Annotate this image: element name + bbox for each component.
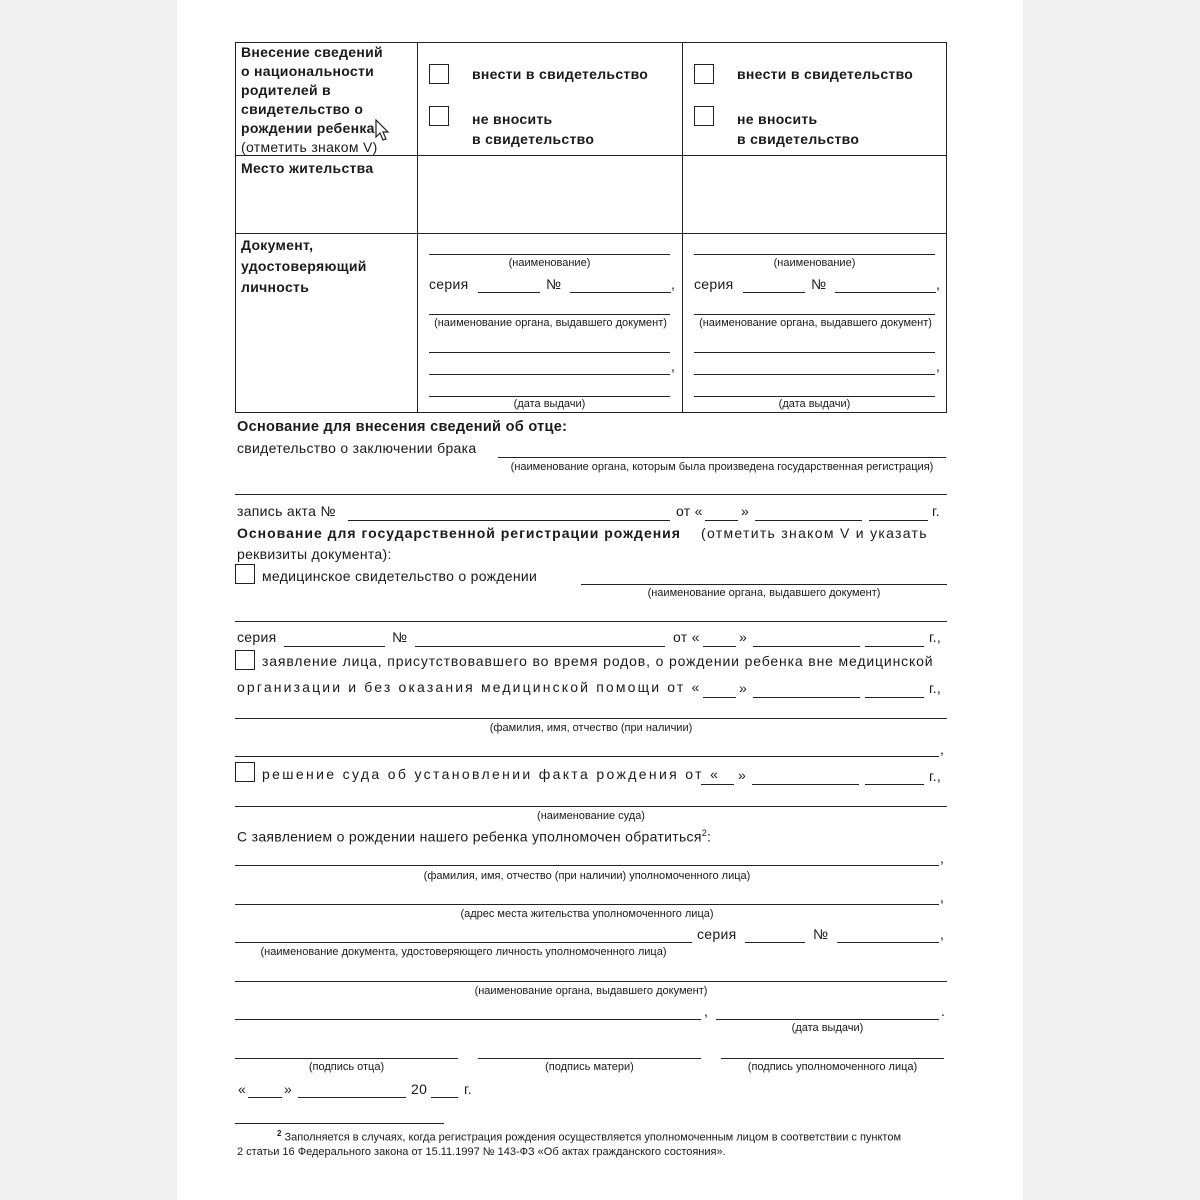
comma: , bbox=[936, 276, 941, 292]
marriage-cert-label: свидетельство о заключении брака bbox=[237, 440, 477, 456]
include-label: внести в свидетельство bbox=[737, 66, 914, 82]
number-label: № bbox=[811, 276, 827, 292]
footnote-marker: 2 bbox=[277, 1129, 282, 1138]
medical-issuer-caption: (наименование органа, выдавшего документ) bbox=[647, 587, 881, 599]
table-col-divider-2 bbox=[682, 42, 683, 413]
comma: , bbox=[671, 358, 676, 374]
father-issuer-field[interactable] bbox=[694, 314, 935, 315]
comma: , bbox=[940, 926, 945, 942]
court-year-field[interactable] bbox=[865, 784, 924, 785]
mother-signature-field[interactable] bbox=[478, 1058, 701, 1059]
witness-month-field[interactable] bbox=[753, 697, 860, 698]
father-number-field[interactable] bbox=[835, 292, 936, 293]
court-decision-label: решение суда об установлении факта рождения от « bbox=[262, 766, 721, 782]
record-number-label: запись акта № bbox=[237, 503, 336, 519]
id-document-label: удостоверяющий bbox=[241, 258, 367, 274]
mother-issuer-field[interactable] bbox=[429, 314, 670, 315]
authorized-signature-field[interactable] bbox=[721, 1058, 944, 1059]
authorized-heading bbox=[237, 828, 711, 845]
mother-issue-date-field[interactable] bbox=[429, 396, 670, 397]
issuer-caption: (наименование органа, выдавшего документ) bbox=[699, 317, 932, 329]
mother-series-field[interactable] bbox=[478, 292, 540, 293]
medical-month-field[interactable] bbox=[753, 646, 860, 647]
number-label: № bbox=[392, 629, 408, 645]
authorized-issuer-caption: (наименование органа, выдавшего документ) bbox=[474, 985, 708, 997]
doc-name-caption: (наименование) bbox=[508, 257, 591, 269]
fio-caption: (фамилия, имя, отчество (при наличии) bbox=[489, 722, 693, 734]
year-prefix: 20 bbox=[411, 1081, 428, 1097]
series-label: серия bbox=[237, 629, 277, 645]
medical-day-field[interactable] bbox=[703, 646, 736, 647]
quote-close: » bbox=[739, 629, 748, 645]
witness-statement-label: заявление лица, присутствовавшего во время родов, о рождении ребенка вне медицинской bbox=[262, 653, 934, 669]
quote-close: » bbox=[738, 767, 747, 783]
issue-date-caption: (дата выдачи) bbox=[778, 398, 851, 410]
father-nationality-exclude-checkbox[interactable] bbox=[694, 106, 714, 126]
medical-certificate-checkbox[interactable] bbox=[235, 564, 255, 584]
year-label: г., bbox=[929, 768, 942, 784]
table-col-divider-1 bbox=[417, 42, 418, 413]
sign-day-field[interactable] bbox=[248, 1097, 282, 1098]
authorized-heading-text: С заявлением о рождении нашего ребенка уполномочен обратиться bbox=[237, 828, 702, 845]
year-label: г., bbox=[929, 680, 942, 696]
court-month-field[interactable] bbox=[752, 784, 859, 785]
father-nationality-include-checkbox[interactable] bbox=[694, 64, 714, 84]
father-residence-field[interactable] bbox=[684, 157, 946, 232]
authorized-issue-date-field[interactable] bbox=[716, 1019, 939, 1020]
mother-issuer-field-2[interactable] bbox=[429, 352, 670, 353]
quote-close: » bbox=[741, 503, 750, 519]
witness-day-field[interactable] bbox=[703, 697, 736, 698]
from-label: от « bbox=[673, 629, 700, 645]
id-document-label: Документ, bbox=[241, 237, 314, 253]
issue-date-caption: (дата выдачи) bbox=[513, 398, 586, 410]
registration-basis-heading: Основание для государственной регистрации рождения bbox=[237, 525, 681, 541]
father-issuer-field-3[interactable] bbox=[694, 374, 935, 375]
witness-fio-field[interactable] bbox=[235, 718, 947, 719]
mother-nationality-include-checkbox[interactable] bbox=[429, 64, 449, 84]
exclude-label: не вносить bbox=[737, 111, 818, 127]
father-signature-field[interactable] bbox=[235, 1058, 458, 1059]
series-label: серия bbox=[694, 276, 734, 292]
comma: , bbox=[940, 741, 945, 757]
registration-organ-caption: (наименование органа, которым была произведена государственная регистрация) bbox=[510, 461, 934, 473]
mother-issuer-field-3[interactable] bbox=[429, 374, 670, 375]
comma: , bbox=[671, 276, 676, 292]
court-name-caption: (наименование суда) bbox=[537, 810, 645, 822]
from-label: от « bbox=[676, 503, 703, 519]
medical-series-field[interactable] bbox=[284, 646, 385, 647]
mother-signature-caption: (подпись матери) bbox=[545, 1061, 634, 1073]
authorized-fio-field[interactable] bbox=[235, 865, 939, 866]
witness-statement-checkbox[interactable] bbox=[235, 650, 255, 670]
form-page bbox=[177, 0, 1023, 1200]
mouse-pointer-icon bbox=[375, 119, 391, 143]
authorized-issuer-field-2[interactable] bbox=[235, 1019, 701, 1020]
medical-number-field[interactable] bbox=[415, 646, 665, 647]
nationality-label-line: рождении ребенка bbox=[241, 120, 375, 136]
authorized-fio-caption: (фамилия, имя, отчество (при наличии) уполномоченного лица) bbox=[423, 870, 751, 882]
colon: : bbox=[707, 828, 712, 845]
medical-cert-issuer-field[interactable] bbox=[581, 584, 947, 585]
witness-fio-field-2[interactable] bbox=[235, 756, 939, 757]
authorized-doc-name-field[interactable] bbox=[235, 942, 692, 943]
comma: , bbox=[940, 889, 945, 905]
year-label: г. bbox=[932, 503, 940, 519]
quote-open: « bbox=[238, 1081, 247, 1097]
marriage-cert-issuer-field[interactable] bbox=[498, 457, 946, 458]
footnote-line-1: Заполняется в случаях, когда регистрация рождения осуществляется уполномоченным лицом в соответствии с пунктом bbox=[284, 1131, 902, 1144]
number-label: № bbox=[546, 276, 562, 292]
mother-number-field[interactable] bbox=[570, 292, 671, 293]
sign-month-field[interactable] bbox=[298, 1097, 406, 1098]
exclude-label: не вносить bbox=[472, 111, 553, 127]
quote-close: » bbox=[284, 1081, 293, 1097]
period: . bbox=[941, 1003, 946, 1019]
nationality-label-line: Внесение сведений bbox=[241, 44, 383, 60]
father-signature-caption: (подпись отца) bbox=[308, 1061, 385, 1073]
witness-statement-label-2: организации и без оказания медицинской помощи от « bbox=[237, 679, 702, 695]
include-label: внести в свидетельство bbox=[472, 66, 649, 82]
marriage-cert-issuer-field-2[interactable] bbox=[235, 494, 947, 495]
witness-year-field[interactable] bbox=[865, 697, 924, 698]
footnote-text bbox=[277, 1129, 901, 1144]
record-month-field[interactable] bbox=[755, 520, 862, 521]
quote-close: » bbox=[739, 680, 748, 696]
authorized-signature-caption: (подпись уполномоченного лица) bbox=[747, 1061, 918, 1073]
medical-certificate-label: медицинское свидетельство о рождении bbox=[262, 568, 538, 584]
nationality-note: (отметить знаком V) bbox=[241, 139, 378, 155]
comma: , bbox=[704, 1003, 709, 1019]
issuer-caption: (наименование органа, выдавшего документ) bbox=[434, 317, 667, 329]
authorized-date-caption: (дата выдачи) bbox=[791, 1022, 864, 1034]
court-name-field[interactable] bbox=[235, 806, 947, 807]
father-doc-name-field[interactable] bbox=[694, 254, 935, 255]
nationality-label-line: родителей в bbox=[241, 82, 331, 98]
footnote-separator bbox=[235, 1123, 444, 1124]
medical-year-field[interactable] bbox=[865, 646, 924, 647]
authorized-series-field[interactable] bbox=[745, 942, 805, 943]
father-basis-heading: Основание для внесения сведений об отце: bbox=[237, 419, 568, 435]
registration-basis-hint-2: реквизиты документа): bbox=[237, 546, 392, 562]
footnote-ref: 2 bbox=[701, 828, 708, 838]
court-day-field[interactable] bbox=[701, 784, 734, 785]
registration-basis-hint: (отметить знаком V и указать bbox=[701, 525, 928, 541]
number-label: № bbox=[813, 926, 829, 942]
table-row-divider-1 bbox=[235, 155, 947, 156]
authorized-address-field[interactable] bbox=[235, 904, 939, 905]
exclude-label-2: в свидетельство bbox=[472, 131, 595, 147]
id-document-label: личность bbox=[241, 279, 310, 295]
mother-nationality-exclude-checkbox[interactable] bbox=[429, 106, 449, 126]
father-issuer-field-2[interactable] bbox=[694, 352, 935, 353]
year-label: г., bbox=[929, 629, 942, 645]
footnote-line-2: 2 статьи 16 Федерального закона от 15.11.1997 № 143-ФЗ «Об актах гражданского состояния». bbox=[237, 1146, 726, 1158]
mother-residence-field[interactable] bbox=[419, 157, 681, 232]
comma: , bbox=[940, 850, 945, 866]
table-row-divider-2 bbox=[235, 233, 947, 234]
residence-label: Место жительства bbox=[241, 160, 374, 176]
record-year-field[interactable] bbox=[869, 520, 928, 521]
doc-name-caption: (наименование) bbox=[773, 257, 856, 269]
series-label: серия bbox=[429, 276, 469, 292]
year-label: г. bbox=[464, 1081, 472, 1097]
record-number-field[interactable] bbox=[348, 520, 670, 521]
sign-year-field[interactable] bbox=[431, 1097, 458, 1098]
authorized-address-caption: (адрес места жительства уполномоченного лица) bbox=[460, 908, 714, 920]
court-decision-checkbox[interactable] bbox=[235, 762, 255, 782]
father-issue-date-field[interactable] bbox=[694, 396, 935, 397]
father-series-field[interactable] bbox=[743, 292, 805, 293]
authorized-number-field[interactable] bbox=[837, 942, 939, 943]
record-day-field[interactable] bbox=[705, 520, 738, 521]
nationality-label-line: свидетельство о bbox=[241, 101, 364, 117]
comma: , bbox=[936, 358, 941, 374]
mother-doc-name-field[interactable] bbox=[429, 254, 670, 255]
authorized-issuer-field[interactable] bbox=[235, 981, 947, 982]
exclude-label-2: в свидетельство bbox=[737, 131, 860, 147]
authorized-doc-caption: (наименование документа, удостоверяющего личность уполномоченного лица) bbox=[260, 946, 667, 958]
medical-cert-issuer-field-2[interactable] bbox=[235, 621, 947, 622]
series-label: серия bbox=[697, 926, 737, 942]
nationality-label-line: о национальности bbox=[241, 63, 375, 79]
